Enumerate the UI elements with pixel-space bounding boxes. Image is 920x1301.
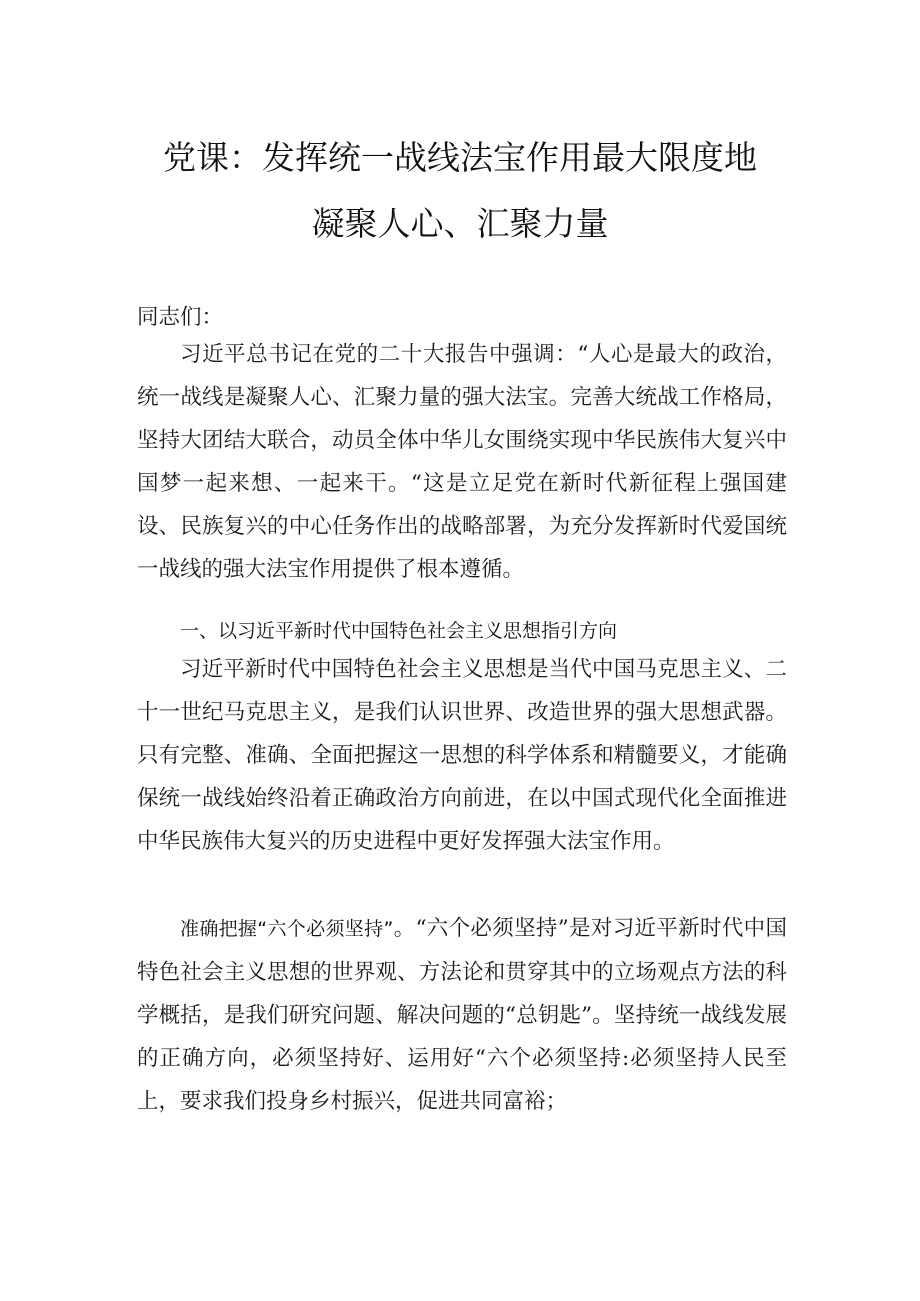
paragraph-2: 习近平新时代中国特色社会主义思想是当代中国马克思主义、二十一世纪马克思主义，是我们认识世界、改造世界的强大思想武器。只有完整、准确、全面把握这一思想的科学体系和精髓要义，才能确保统一战线始终沿着正确政治方向前进，在以中国式现代化全面推进中华民族伟大复兴的历史进程中更好发挥强大法宝作用。	[137, 657, 787, 854]
paragraph-1: 习近平总书记在党的二十大报告中强调：“人心是最大的政治，统一战线是凝聚人心、汇聚力量的强大法宝。完善大统战工作格局，坚持大团结大联合，动员全体中华儿女围绕实现中华民族伟大复兴中国梦一起来想、一起来干。“这是立足党在新时代新征程上强国建设、民族复兴的中心任务作出的战略部署，为充分发挥新时代爱国统一战线的强大法宝作用提供了根本遵循。	[137, 342, 787, 582]
salutation: 同志们：	[137, 305, 224, 330]
paragraph-3	[137, 907, 787, 1123]
document-title-line-2: 凝聚人心、汇聚力量	[311, 204, 609, 243]
paragraph-3-body: 。“六个必须坚持”是对习近平新时代中国特色社会主义思想的世界观、方法论和贯穿其中的立场观点方法的科学概括，是我们研究问题、解决问题的“总钥匙”。坚持统一战线发展的正确方向，必须坚持好、运用好“六个必须坚持:必须坚持人民至上，要求我们投身乡村振兴，促进共同富裕；	[137, 916, 787, 1114]
document-title-line-1: 党课：发挥统一战线法宝作用最大限度地	[163, 138, 757, 177]
paragraph-3-lead: 准确把握“六个必须坚持”	[180, 918, 394, 940]
section-1-heading: 一、以习近平新时代中国特色社会主义思想指引方向	[180, 620, 618, 642]
